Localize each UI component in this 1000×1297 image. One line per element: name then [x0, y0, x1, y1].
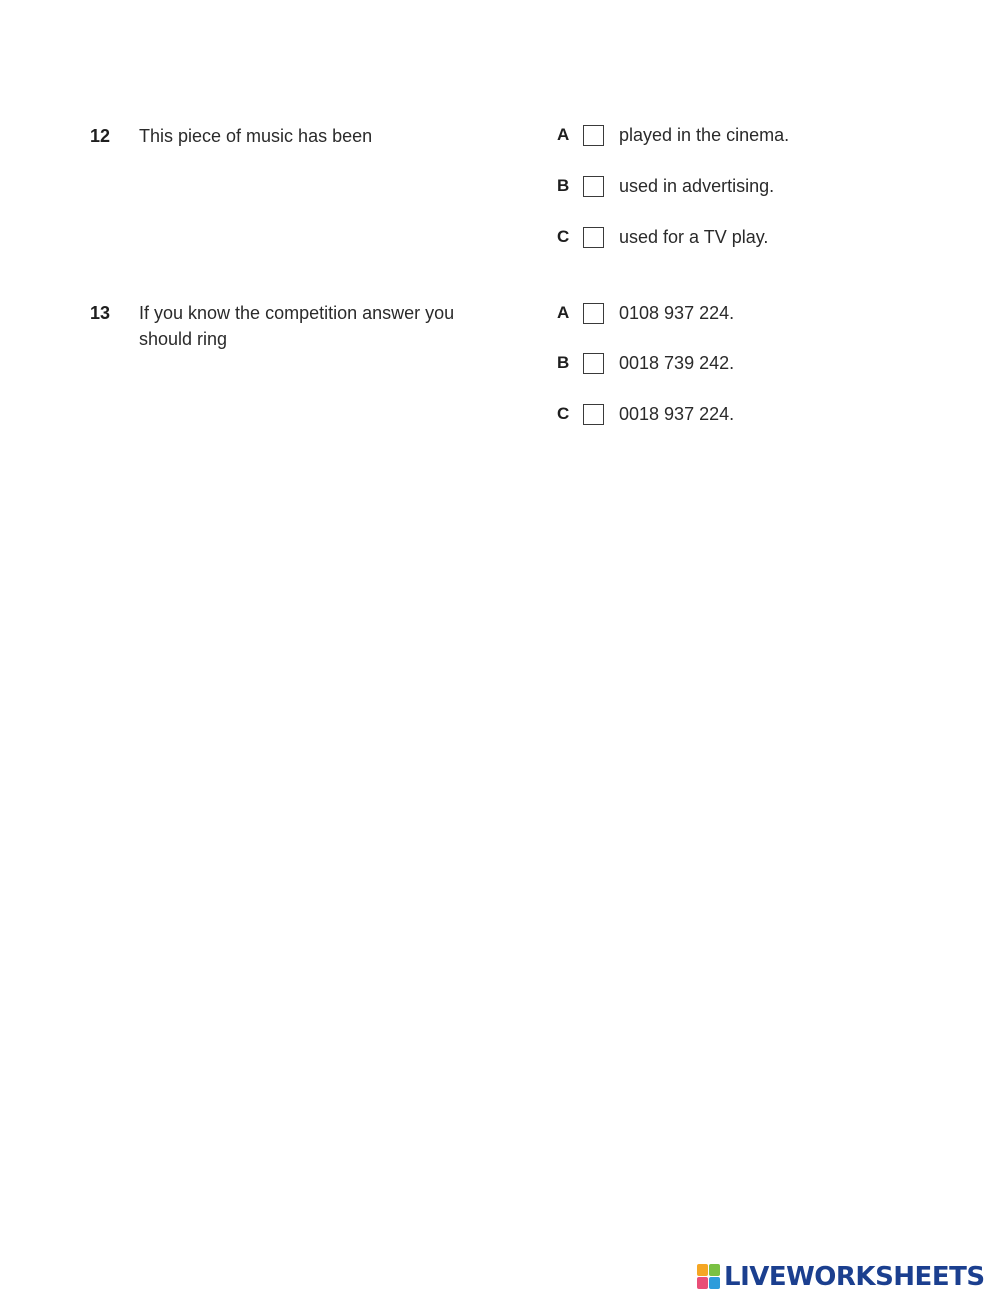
logo-tile — [697, 1277, 708, 1289]
question-number: 13 — [90, 303, 111, 323]
option-b[interactable] — [557, 349, 734, 377]
liveworksheets-logo[interactable] — [697, 1262, 985, 1292]
option-c[interactable] — [557, 223, 768, 251]
option-letter: B — [557, 353, 570, 372]
answer-checkbox[interactable] — [583, 176, 604, 197]
option-a[interactable] — [557, 121, 789, 149]
option-text: played in the cinema. — [619, 124, 790, 145]
logo-text: LIVEWORKSHEETS — [724, 1262, 985, 1292]
option-letter: B — [557, 176, 570, 195]
question-stem: This piece of music has been — [139, 126, 373, 146]
option-letter: A — [557, 303, 570, 322]
option-b[interactable] — [557, 172, 774, 200]
logo-icon — [697, 1264, 721, 1290]
logo-tile — [709, 1277, 720, 1289]
question-stem: If you know the competition answer you should ring — [139, 303, 455, 349]
option-text: 0018 739 242. — [619, 352, 735, 373]
answer-checkbox[interactable] — [583, 303, 604, 324]
option-letter: C — [557, 404, 570, 423]
option-text: used in advertising. — [619, 175, 775, 196]
logo-tile — [697, 1264, 708, 1276]
logo-tile — [709, 1264, 720, 1276]
answer-checkbox[interactable] — [583, 404, 604, 425]
option-a[interactable] — [557, 299, 734, 327]
option-letter: C — [557, 227, 570, 246]
option-text: 0018 937 224. — [619, 403, 735, 424]
option-text: 0108 937 224. — [619, 302, 735, 323]
option-letter: A — [557, 125, 570, 144]
answer-checkbox[interactable] — [583, 227, 604, 248]
option-c[interactable] — [557, 400, 734, 428]
answer-checkbox[interactable] — [583, 353, 604, 374]
option-text: used for a TV play. — [619, 226, 769, 247]
answer-checkbox[interactable] — [583, 125, 604, 146]
question-number: 12 — [90, 126, 111, 146]
